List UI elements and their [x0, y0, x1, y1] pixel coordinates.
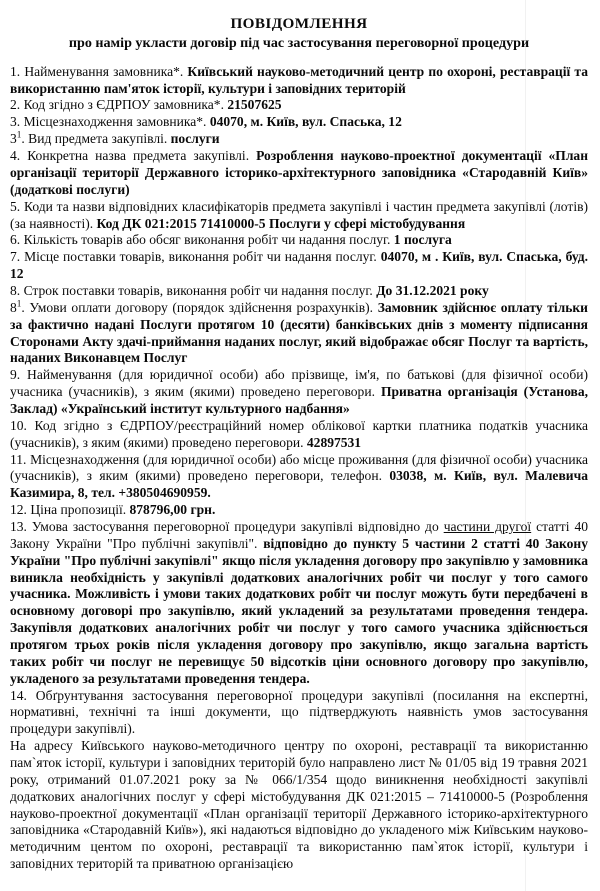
- clause-11-number: 11.: [10, 451, 27, 467]
- clause-14: [10, 688, 588, 739]
- page-title: ПОВІДОМЛЕННЯ: [230, 15, 368, 32]
- clause-8-1-label: Умови оплати договору (порядок здійснення розрахунків).: [29, 299, 374, 315]
- clause-11: [10, 452, 588, 503]
- clause-1: [10, 64, 588, 98]
- clause-2-value: 21507625: [227, 97, 282, 113]
- clause-5-value: Код ДК 021:2015 71410000-5 Послуги у сфері містобудування: [96, 215, 466, 231]
- clause-9-value: Приватна організація (Установа, Заклад) «Український інститут культурного надбання»: [10, 384, 588, 416]
- clause-8-1-number-tail: .: [21, 299, 25, 315]
- clause-1-value: Київський науково-методичний центр по охороні, реставрації та використанню пам'яток історії, культури і заповідних територій: [10, 63, 588, 96]
- clause-7-label: Місце поставки товарів, виконання робіт чи надання послуг.: [24, 249, 377, 265]
- clause-1-number: 1.: [10, 63, 21, 79]
- clause-8-label: Строк поставки товарів, виконання робіт чи надання послуг.: [23, 282, 373, 298]
- clause-9-number: 9.: [10, 367, 21, 383]
- clause-13-label-part1: Умова застосування переговорної процедури закупівлі відповідно до: [31, 518, 444, 534]
- clause-6-value: 1 послуга: [393, 232, 452, 248]
- clause-12-value: 878796,00 грн.: [129, 502, 216, 518]
- clause-4: [10, 148, 588, 199]
- clause-13-label-underlined: частини другої: [443, 518, 532, 534]
- clause-13: [10, 519, 588, 688]
- clause-12-number: 12.: [10, 502, 27, 518]
- clause-12-label: Ціна пропозиції.: [30, 502, 127, 518]
- clause-3-1-number-tail: .: [21, 131, 25, 147]
- clause-11-label: Місцезнаходження (для юридичної особи) або місце проживання (для фізичної особи) учасника (учасників), з яким (якими) проведено переговори, телефон.: [10, 451, 589, 484]
- clause-6: [10, 232, 588, 249]
- clause-13-number: 13.: [10, 518, 27, 534]
- clause-5-label: Коди та назви відповідних класифікаторів предмета закупівлі і частин предмета закупівлі (лотів) (за наявності).: [10, 198, 588, 231]
- clause-7-number: 7.: [10, 249, 21, 265]
- clause-6-number: 6.: [10, 232, 21, 248]
- clause-3-1-label: Вид предмета закупівлі.: [28, 131, 168, 147]
- closing-paragraph: На адресу Київського науково-методичного центру по охороні, реставрації та використанню пам`яток історії, культури і заповідних територій було направлено лист № 01/05 від 19 травня 2021 року, отриманий 01.07.2021 року за № 066/1/354 щодо виникнення необхідності закупівлі додаткових аналогічних послуг у сфері містобудування ДК 021:2015 – 71410000-5 (Розроблення науково-проектної документації «План організації території Державного історико-архітектурного заповідника «Стародавній Київ»), які надаються відповідно до укладеного між Київським науково-методичним центом по охороні, реставрації та використанню пам`яток історії, культури і заповідних територій та приватною організацією: [10, 738, 588, 872]
- clause-4-value: Розроблення науково-проектної документації «План організації території Державного історико-архітектурного заповідника «Стародавній Київ» (додаткові послуги): [10, 148, 589, 197]
- clause-9-label: Найменування (для юридичної особи) або прізвище, ім'я, по батькові (для фізичної особи) учасника (учасників), з яким (якими) проведено переговори.: [10, 367, 588, 400]
- clause-2: [10, 97, 588, 114]
- clause-10-label: Код згідно з ЄДРПОУ/реєстраційний номер облікової картки платника податків учасника (учасників), з яким (якими) проведено переговори.: [10, 417, 588, 450]
- clause-8-1-superscript: 1: [16, 298, 22, 309]
- clause-3-1: [10, 131, 588, 148]
- clause-8: [10, 283, 588, 300]
- clause-8-1: [10, 300, 588, 367]
- clause-2-number: 2.: [10, 97, 21, 113]
- clause-3-1-value: послуги: [170, 131, 220, 147]
- clause-3-1-number: 3: [10, 131, 17, 147]
- clause-5: [10, 199, 588, 233]
- clause-12: [10, 502, 588, 519]
- clause-7-value: 04070, м . Київ, вул. Спаська, буд. 12: [10, 249, 588, 282]
- clause-4-label: Конкретна назва предмета закупівлі.: [27, 148, 250, 164]
- clause-5-number: 5.: [10, 198, 21, 214]
- clause-3-label: Місцезнаходження замовника*.: [23, 114, 207, 130]
- clause-3-number: 3.: [10, 114, 21, 130]
- clause-8-1-number: 8: [10, 299, 17, 315]
- clause-13-value: відповідно до пункту 5 частини 2 статті 40 Закону України "Про публічні закупівлі" якщо після укладення договору про закупівлю у замовника виникла необхідність у закупівлі додаткових аналогічних робіт чи послуг у того самого учасника. Можливість і умови таких додаткових робіт чи послуг можуть бути передбачені в основному договорі про закупівлю, який укладений за результатами проведення тендера. Закупівля додаткових аналогічних робіт чи послуг у того самого учасника здійснюється протягом трьох років після укладення договору про закупівлю, якщо загальна вартість таких робіт чи послуг не перевищує 50 відсотків ціни основного договору про закупівлю, укладеного за результатами проведення тендера.: [10, 535, 588, 686]
- clause-3: [10, 114, 588, 131]
- clause-10-value: 42897531: [306, 434, 362, 450]
- clause-6-label: Кількість товарів або обсяг виконання робіт чи надання послуг.: [23, 232, 391, 248]
- clause-14-label: Обґрунтування застосування переговорної процедури закупівлі (посилання на експертні, нормативні, технічні та інші документи, що підтверджують наявність умов застосування процедури закупівлі).: [10, 687, 588, 737]
- clause-9: [10, 367, 588, 418]
- clause-1-label: Найменування замовника*.: [24, 63, 184, 79]
- clause-7: [10, 249, 588, 283]
- clause-14-number: 14.: [10, 687, 27, 703]
- clause-10-number: 10.: [10, 417, 27, 433]
- clause-4-number: 4.: [10, 148, 21, 164]
- page-subtitle: про намір укласти договір під час застосування переговорної процедури: [68, 35, 530, 52]
- clause-10: [10, 418, 588, 452]
- clause-3-1-superscript: 1: [16, 129, 22, 140]
- clause-8-value: До 31.12.2021 року: [376, 282, 489, 298]
- clause-11-value: 03038, м. Київ, вул. Малевича Казимира, 8, тел. +380504690959.: [10, 468, 588, 501]
- clause-13-label-part2: статті 40 Закону України "Про публічні закупівлі".: [10, 518, 588, 551]
- clause-3-value: 04070, м. Київ, вул. Спаська, 12: [209, 114, 402, 130]
- clause-2-label: Код згідно з ЄДРПОУ замовника*.: [23, 97, 224, 113]
- clause-8-1-value: Замовник здійснює оплату тільки за фактично надані Послуги протягом 10 (десяти) банківських днів з моменту підписання Сторонами Акту здачі-приймання наданих послуг, який відображає обсяг Послуг та вартість, наданих Виконавцем Послуг: [10, 299, 588, 366]
- clause-8-number: 8.: [10, 282, 21, 298]
